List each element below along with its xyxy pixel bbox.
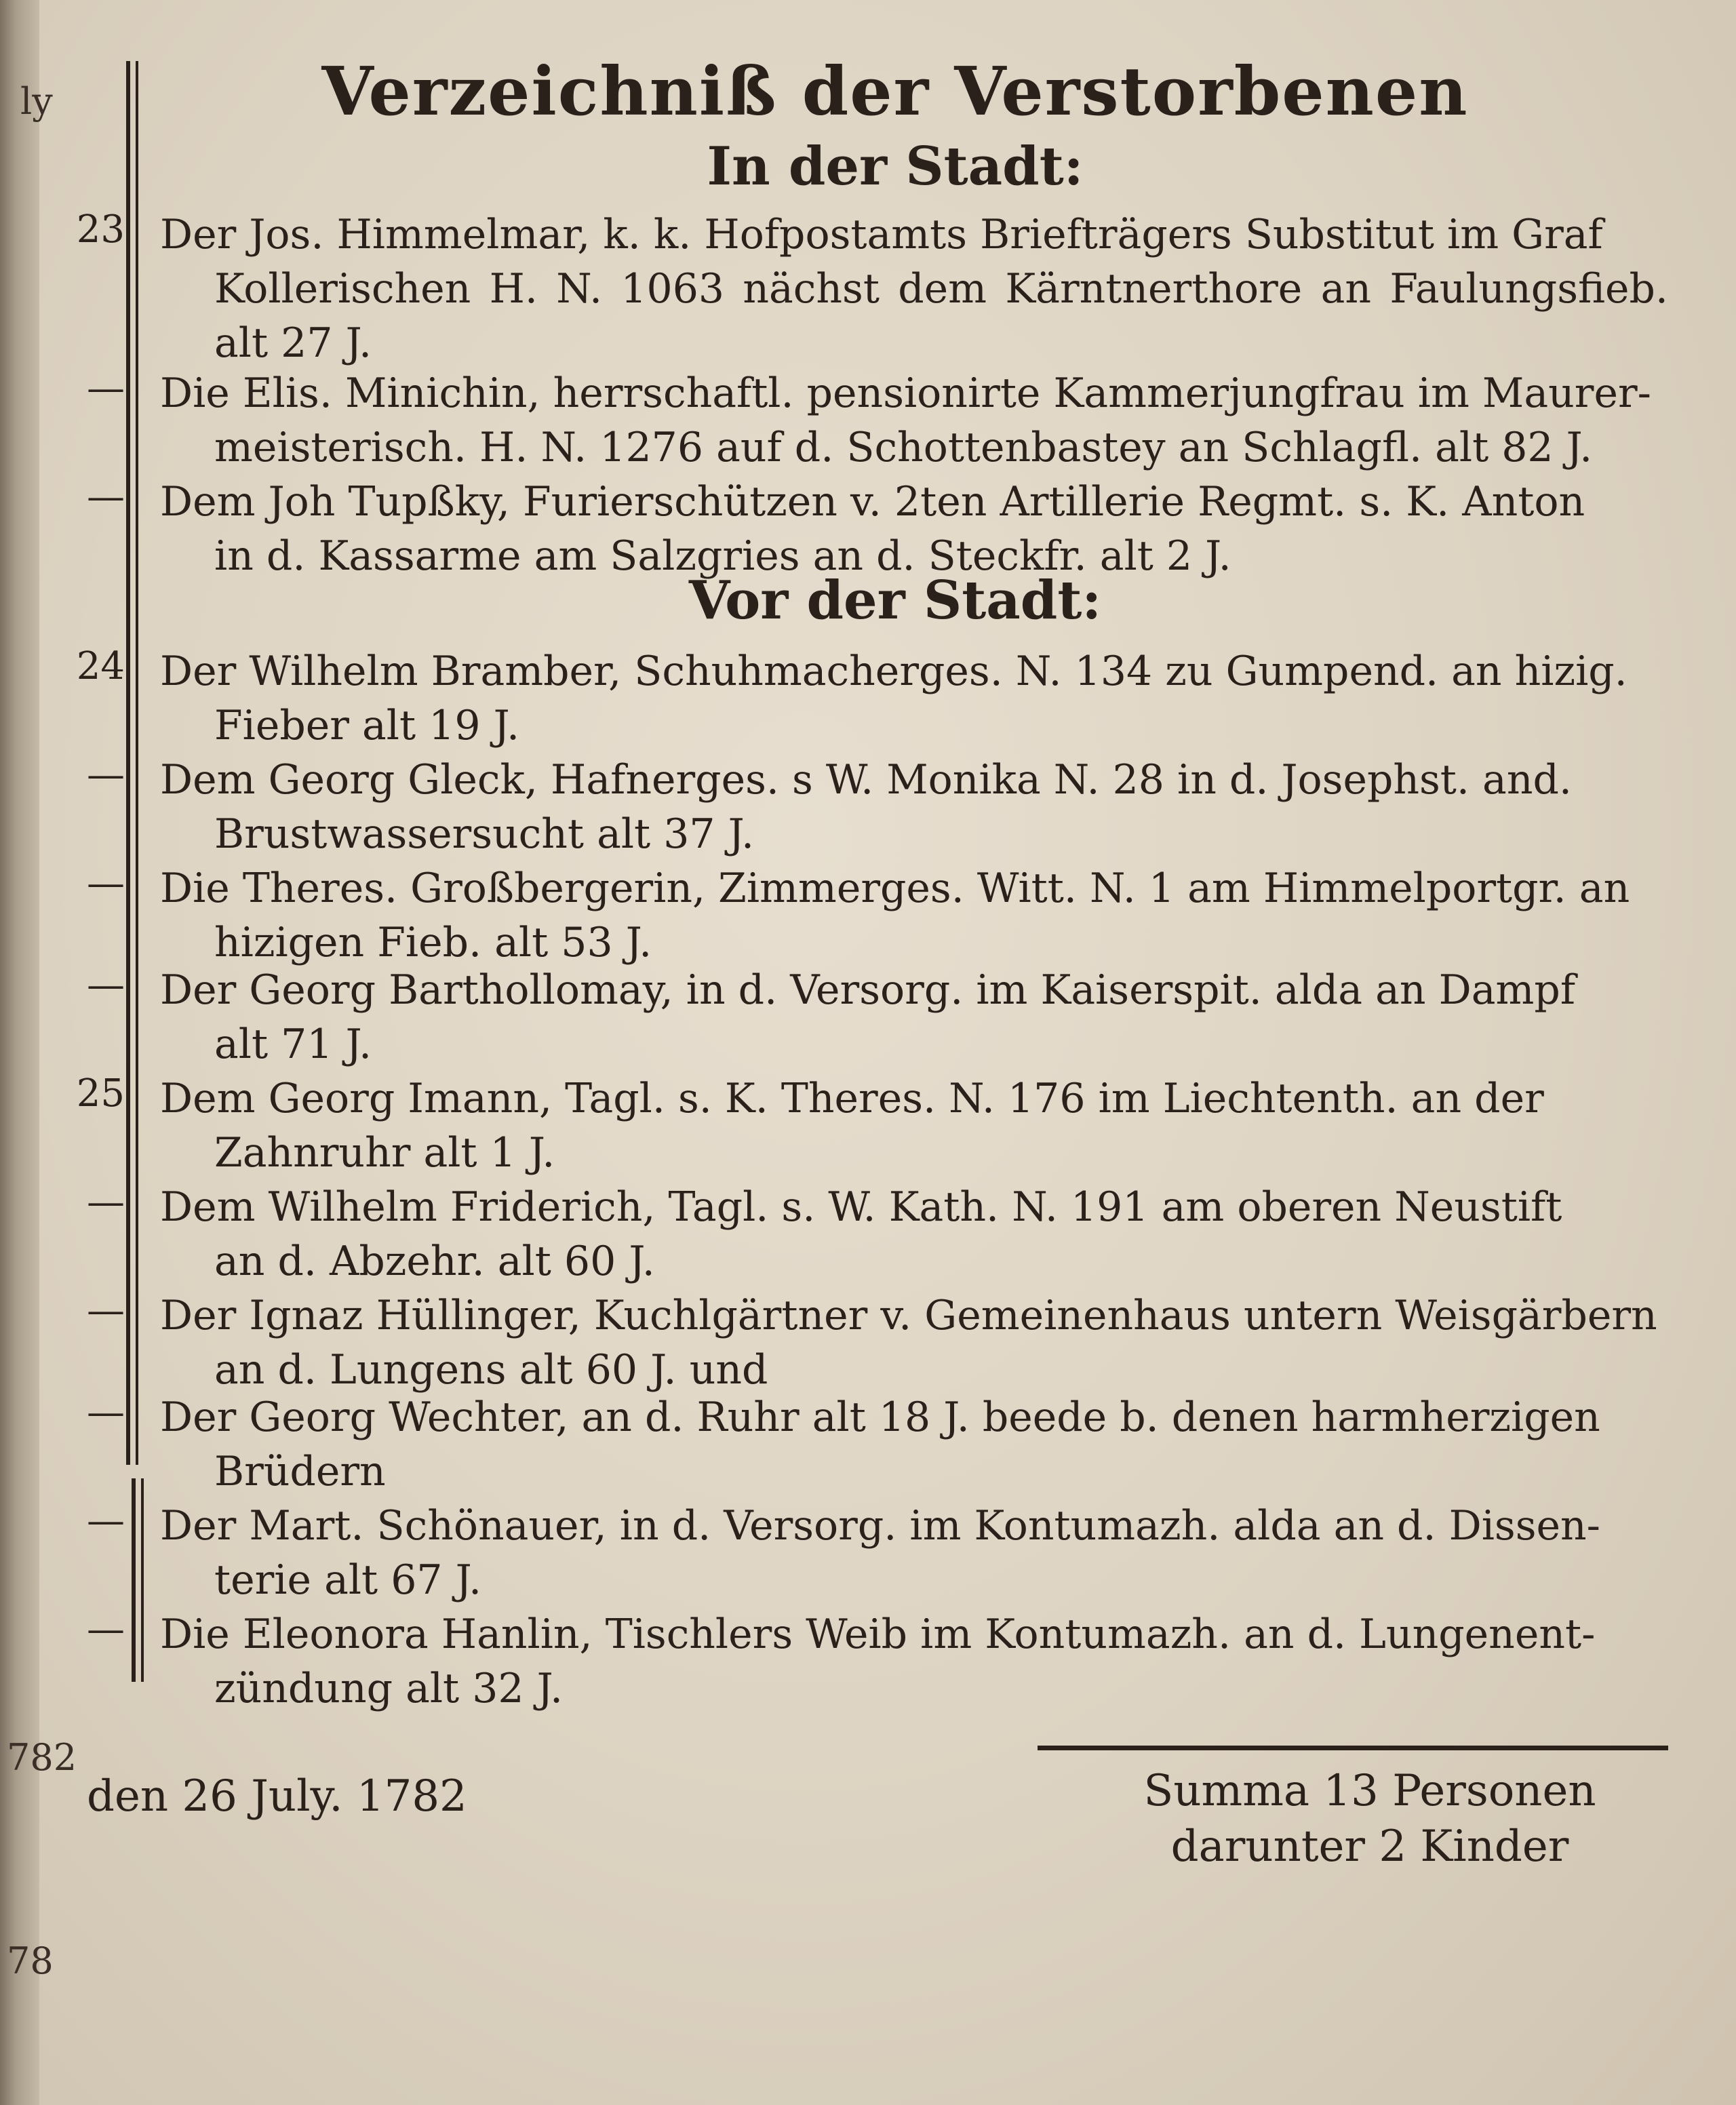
entry-continuation: in d. Kassarme am Salzgries an d. Steckfr. alt 2 J. (214, 532, 1231, 580)
entry-continuation: Kollerischen H. N. 1063 nächst dem Kärntnerthore an Faulungsfieb. alt 27 J. (214, 265, 1668, 367)
day-marker: 23 (76, 208, 125, 252)
entry-first-line: Die Theres. Großbergerin, Zimmerges. Witt. N. 1 am Himmelportgr. an (160, 865, 1630, 912)
entry-first-line: Der Georg Wechter, an d. Ruhr alt 18 J. beede b. denen harmherzigen (160, 1394, 1600, 1441)
death-entry (160, 1071, 1668, 1180)
entry-first-line: Die Eleonora Hanlin, Tischlers Weib im Kontumazh. an d. Lungenent- (160, 1611, 1596, 1658)
day-marker: — (87, 861, 125, 905)
entry-continuation: terie alt 67 J. (214, 1556, 482, 1604)
summary-rule (1038, 1746, 1668, 1750)
page-title: Verzeichniß der Verstorbenen (321, 53, 1469, 131)
death-entry (160, 208, 1668, 370)
book-binding (0, 0, 39, 2105)
entry-first-line: Der Wilhelm Bramber, Schuhmacherges. N. 134 zu Gumpend. an hizig. (160, 648, 1628, 695)
summary-total: Summa 13 Personen (1143, 1766, 1596, 1816)
day-marker: — (87, 1180, 125, 1224)
day-marker: — (87, 753, 125, 797)
death-entry (160, 753, 1668, 861)
margin-fragment: 782 (7, 1736, 77, 1779)
death-entry (160, 1607, 1668, 1716)
death-entry (160, 1180, 1668, 1288)
entry-continuation: Zahnruhr alt 1 J. (214, 1129, 555, 1177)
death-entry (160, 861, 1668, 970)
entry-first-line: Der Ignaz Hüllinger, Kuchlgärtner v. Gemeinenhaus untern Weisgärbern (160, 1292, 1657, 1339)
entry-first-line: Die Elis. Minichin, herrschaftl. pensionirte Kammerjungfrau im Maurer- (160, 370, 1651, 417)
entry-continuation: an d. Abzehr. alt 60 J. (214, 1238, 655, 1285)
entry-continuation: Brustwassersucht alt 37 J. (214, 810, 755, 858)
left-double-rule (132, 1478, 136, 1682)
day-marker: — (87, 1288, 125, 1333)
left-double-rule (126, 61, 130, 1465)
day-marker: — (87, 1499, 125, 1543)
margin-fragment: 78 (7, 1940, 54, 1982)
issue-date: den 26 July. 1782 (87, 1771, 467, 1822)
entry-first-line: Der Jos. Himmelmar, k. k. Hofpostamts Briefträgers Substitut im Graf (160, 211, 1603, 258)
section-heading-city: In der Stadt: (707, 136, 1084, 197)
entry-continuation: Brüdern (214, 1448, 386, 1495)
entry-first-line: Dem Joh Tupßky, Furierschützen v. 2ten Artillerie Regmt. s. K. Anton (160, 478, 1585, 526)
day-marker: 25 (76, 1071, 125, 1116)
day-marker: — (87, 366, 125, 410)
entry-first-line: Dem Georg Imann, Tagl. s. K. Theres. N. 176 im Liechtenth. an der (160, 1075, 1544, 1122)
section-heading-suburbs: Vor der Stadt: (688, 570, 1102, 631)
entry-first-line: Dem Wilhelm Friderich, Tagl. s. W. Kath. N. 191 am oberen Neustift (160, 1183, 1562, 1231)
entry-continuation: zündung alt 32 J. (214, 1665, 564, 1712)
day-marker: — (87, 1390, 125, 1434)
entry-continuation: Fieber alt 19 J. (214, 702, 520, 749)
entry-continuation: alt 71 J. (214, 1021, 372, 1068)
entry-continuation: an d. Lungens alt 60 J. und (214, 1346, 768, 1394)
entry-first-line: Der Mart. Schönauer, in d. Versorg. im Kontumazh. alda an d. Dissen- (160, 1502, 1600, 1550)
left-double-rule (141, 1478, 144, 1682)
margin-fragment: ly (20, 80, 53, 123)
day-marker: — (87, 963, 125, 1007)
entry-first-line: Dem Georg Gleck, Hafnerges. s W. Monika N. 28 in d. Josephst. and. (160, 756, 1572, 804)
death-entry (160, 366, 1668, 475)
entry-first-line: Der Georg Barthollomay, in d. Versorg. im Kaiserspit. alda an Dampf (160, 966, 1576, 1014)
entry-continuation: meisterisch. H. N. 1276 auf d. Schottenbastey an Schlagfl. alt 82 J. (214, 424, 1593, 471)
death-entry (160, 1288, 1668, 1397)
death-entry (160, 475, 1668, 583)
death-entry (160, 1499, 1668, 1607)
entry-continuation: hizigen Fieb. alt 53 J. (214, 919, 652, 966)
day-marker: 24 (76, 644, 125, 688)
left-double-rule (136, 61, 138, 1465)
death-entry (160, 963, 1668, 1071)
summary-children: darunter 2 Kinder (1170, 1822, 1569, 1872)
day-marker: — (87, 475, 125, 519)
day-marker: — (87, 1607, 125, 1651)
death-entry (160, 1390, 1668, 1499)
death-entry (160, 644, 1668, 753)
